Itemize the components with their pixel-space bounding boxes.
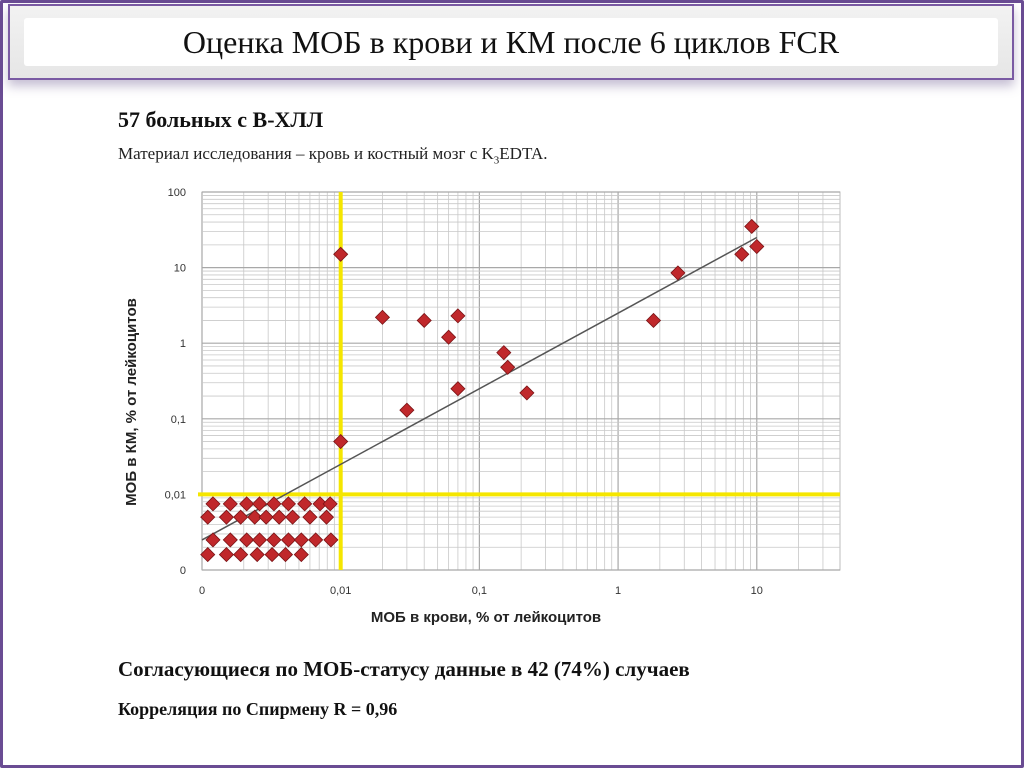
y-tick-label: 10: [173, 262, 186, 275]
material-subscript: 3: [493, 154, 500, 167]
y-tick-label: 100: [167, 187, 186, 199]
x-tick-label: 10: [750, 585, 763, 597]
x-tick-label: 0,1: [471, 585, 488, 597]
y-tick-label: 0: [179, 565, 186, 577]
x-tick-label: 0: [198, 585, 206, 597]
grid: [202, 192, 840, 570]
material-note: [118, 144, 548, 166]
y-tick-label: 1: [179, 338, 186, 351]
x-tick-label: 0,01: [329, 585, 352, 597]
title-inner: [24, 18, 998, 66]
scatter-chart: [100, 180, 860, 635]
title-bar: [8, 4, 1014, 80]
correlation-text: Корреляция по Спирмену R = 0,96: [118, 699, 398, 719]
x-axis-label: МОБ в крови, % от лейкоцитов: [370, 609, 602, 626]
y-axis-label: МОБ в КМ, % от лейкоцитов: [123, 298, 140, 506]
material-prefix: Материал исследования – кровь и костный мозг с K: [118, 144, 494, 163]
x-tick-label: 1: [615, 585, 622, 597]
patients-subtitle: 57 больных с В-ХЛЛ: [118, 107, 324, 132]
material-suffix: EDTA.: [499, 144, 548, 163]
concordance-text: Согласующиеся по МОБ-статусу данные в 42 (74%) случаев: [118, 657, 690, 681]
slide-title: Оценка МОБ в крови и КМ после 6 циклов FCR: [182, 23, 840, 60]
y-tick-label: 0,1: [170, 413, 186, 426]
y-tick-label: 0,01: [164, 489, 186, 502]
